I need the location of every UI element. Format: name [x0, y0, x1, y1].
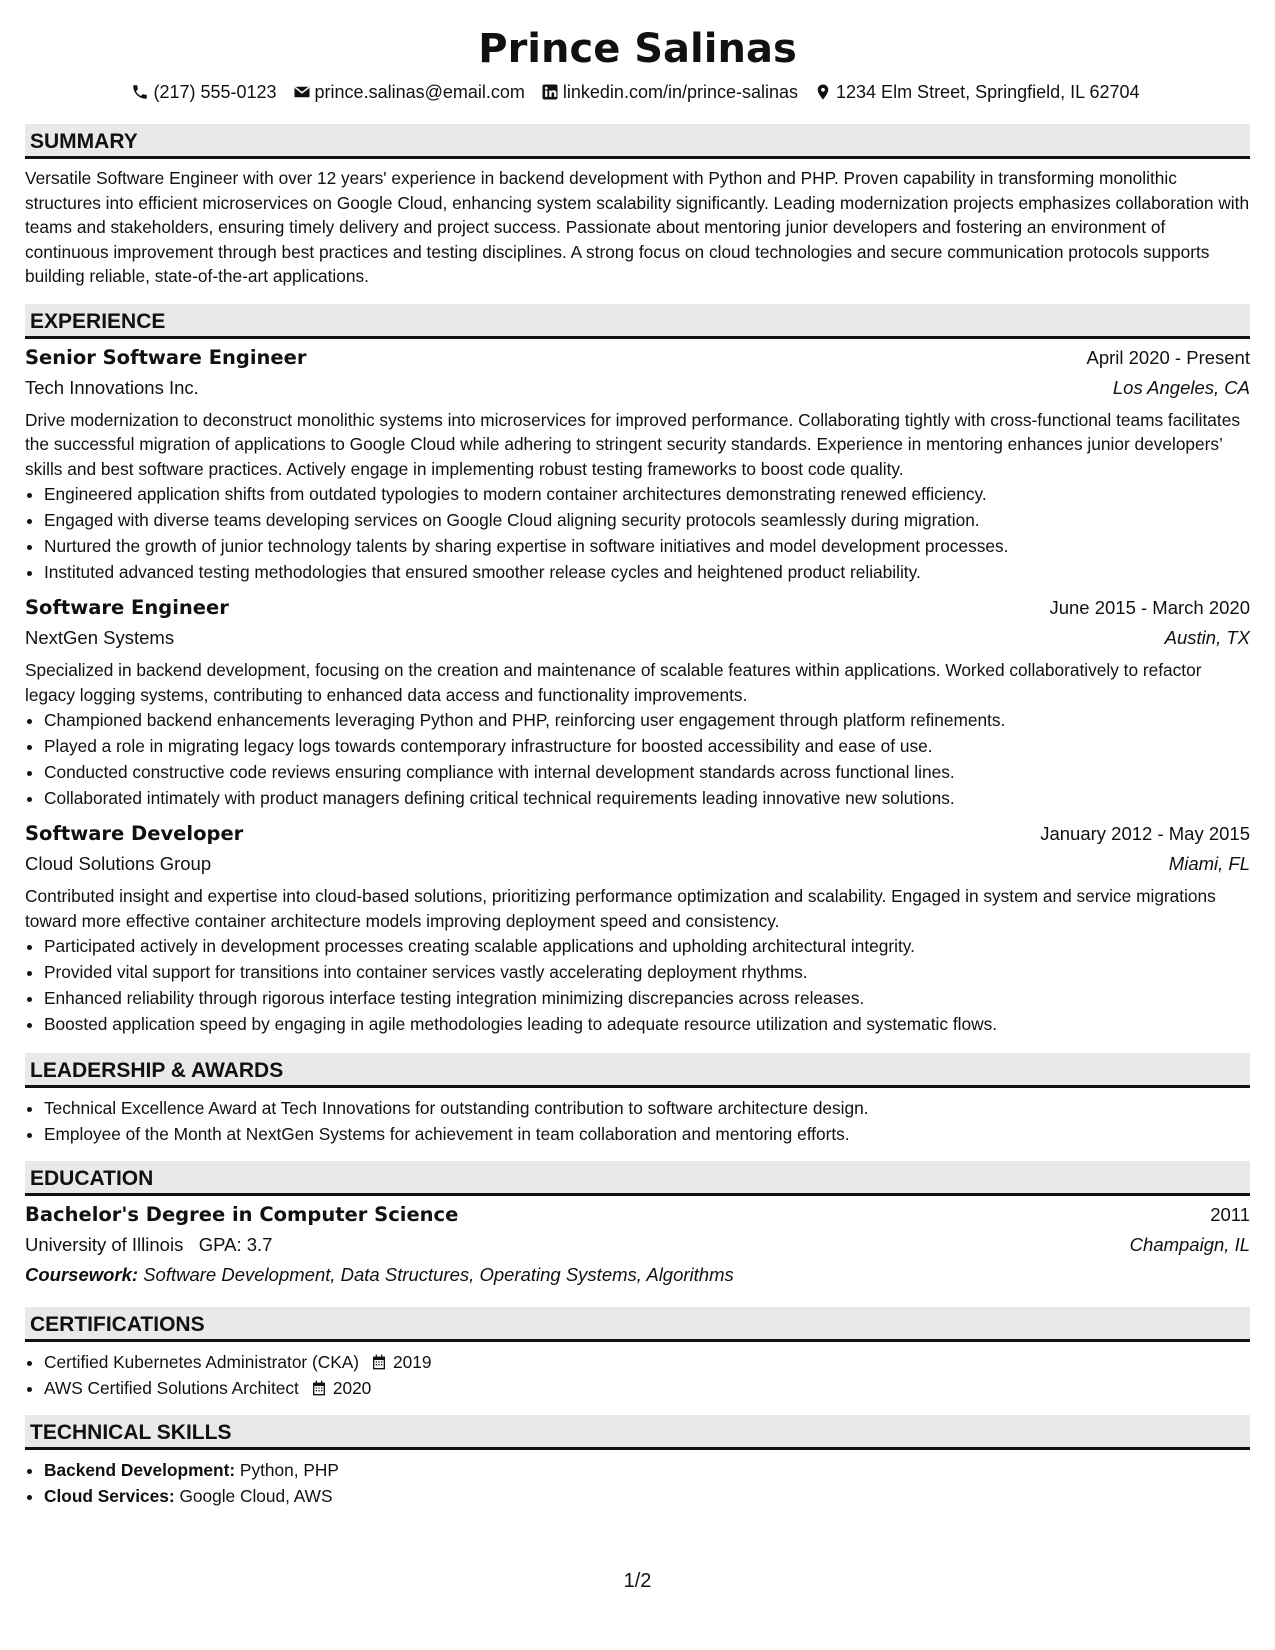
list-item: • Engaged with diverse teams developing services on Google Cloud aligning security protocols seamlessly during migration. [44, 507, 1250, 533]
contact-email[interactable]: prince.salinas@email.com [293, 80, 525, 104]
summary-heading: SUMMARY [25, 124, 1250, 159]
list-item: • Provided vital support for transitions into container services vastly accelerating deployment rhythms. [44, 959, 1250, 985]
cert-year: 2019 [393, 1352, 432, 1372]
list-item: • Championed backend enhancements leveraging Python and PHP, reinforcing user engagement through platform refinements. [44, 707, 1250, 733]
job-description: Contributed insight and expertise into cloud-based solutions, prioritizing performance optimization and scalability. Engaged in system and service migrations toward more effective container architecture models improving deployment speed and consistency. [25, 886, 1216, 931]
leadership-heading: LEADERSHIP & AWARDS [25, 1053, 1250, 1088]
list-item: • Instituted advanced testing methodologies that ensured smoother release cycles and heightened product reliability. [44, 559, 1250, 585]
contact-bar [21, 80, 1250, 104]
degree: Bachelor's Degree in Computer Science [25, 1203, 459, 1226]
list-item: • Participated actively in development processes creating scalable applications and upholding architectural integrity. [44, 933, 1250, 959]
candidate-name: Prince Salinas [478, 26, 797, 72]
certifications-heading: CERTIFICATIONS [25, 1307, 1250, 1342]
company-name: Cloud Solutions Group [25, 853, 212, 874]
list-item: • Employee of the Month at NextGen Systems for achievement in team collaboration and mentoring efforts. [44, 1121, 1250, 1147]
coursework [25, 1260, 1250, 1290]
job-entry [25, 593, 1250, 811]
skills-list [25, 1457, 1250, 1509]
school-name: University of Illinois [25, 1234, 184, 1255]
calendar-icon [311, 1380, 327, 1396]
job-bullets [25, 481, 1250, 585]
list-item [44, 1483, 1250, 1509]
job-title: Software Engineer [25, 596, 229, 619]
education-entry [25, 1200, 1250, 1290]
cert-year: 2020 [332, 1378, 372, 1398]
company-name: Tech Innovations Inc. [25, 376, 199, 398]
skill-label: Backend Development: [44, 1460, 236, 1480]
job-location: Miami, FL [1168, 853, 1250, 874]
list-item: • Nurtured the growth of junior technology talents by sharing expertise in software initiatives and model development processes. [44, 533, 1250, 559]
list-item: • Collaborated intimately with product managers defining critical technical requirements leading innovative new solutions. [44, 785, 1250, 811]
job-dates: January 2012 - May 2015 [1040, 823, 1250, 844]
job-title: Senior Software Engineer [25, 345, 307, 369]
contact-linkedin[interactable]: linkedin.com/in/prince-salinas [541, 80, 798, 104]
job-description: Drive modernization to deconstruct monolithic systems into microservices for improved performance. Collaborating tightly with cross-functional teams facilitates the successful migration of applications to Google Cloud while adhering to stringent security standards. Experience in mentoring enhances junior developers’ skills and best software practices. Actively engage in implementing robust testing frameworks to boost code quality. [25, 409, 1240, 479]
list-item: • Technical Excellence Award at Tech Innovations for outstanding contribution to software architecture design. [44, 1095, 1250, 1121]
job-bullets [25, 707, 1250, 811]
summary-text: Versatile Software Engineer with over 12 years' experience in backend development with Python and PHP. Proven capability in transforming monolithic structures into efficient microservices on Google Cloud, enhancing system scalability significantly. Leading modernization projects emphasizes collaboration with teams and stakeholders, ensuring timely delivery and project success. Passionate about mentoring junior developers and fostering an environment of continuous improvement through best practices and testing disciplines. A strong focus on cloud technologies and secure communication protocols supports building reliable, state-of-the-art applications. [25, 168, 1250, 286]
school-info [25, 1230, 272, 1260]
cert-name: • Certified Kubernetes Administrator (CKA) [44, 1352, 360, 1372]
job-entry [25, 343, 1250, 586]
gpa: GPA: 3.7 [198, 1234, 273, 1255]
list-item [44, 1349, 1250, 1375]
map-pin-icon [814, 83, 832, 101]
experience-heading: EXPERIENCE [25, 304, 1250, 339]
job-location: Austin, TX [1164, 627, 1250, 648]
school-location: Champaign, IL [1129, 1234, 1250, 1255]
linkedin-icon [541, 83, 559, 101]
envelope-icon [293, 83, 311, 101]
certifications-list [25, 1349, 1250, 1401]
job-dates: April 2020 - Present [1086, 346, 1250, 368]
list-item [44, 1457, 1250, 1483]
company-name: NextGen Systems [25, 627, 175, 648]
page-number: 1/2 [623, 1570, 652, 1592]
skill-label: Cloud Services: [44, 1486, 175, 1506]
skill-value: Python, PHP [239, 1460, 339, 1480]
list-item: • Boosted application speed by engaging in agile methodologies leading to adequate resource utilization and systematic flows. [44, 1011, 1250, 1037]
list-item: • Conducted constructive code reviews ensuring compliance with internal development standards across functional lines. [44, 759, 1250, 785]
calendar-icon [371, 1354, 387, 1370]
job-description: Specialized in backend development, focusing on the creation and maintenance of scalable features within applications. Worked collaboratively to refactor legacy logging systems, contributing to enhanced data access and functionality improvements. [25, 660, 1202, 705]
list-item: • Engineered application shifts from outdated typologies to modern container architectures demonstrating renewed efficiency. [44, 481, 1250, 507]
list-item: • Played a role in migrating legacy logs towards contemporary infrastructure for boosted accessibility and ease of use. [44, 733, 1250, 759]
education-heading: EDUCATION [25, 1161, 1250, 1196]
leadership-list [25, 1095, 1250, 1147]
coursework-label: Coursework: [25, 1264, 139, 1285]
job-dates: June 2015 - March 2020 [1049, 597, 1250, 618]
skill-value: Google Cloud, AWS [179, 1486, 333, 1506]
cert-name: • AWS Certified Solutions Architect [44, 1378, 299, 1398]
coursework-list: Software Development, Data Structures, Operating Systems, Algorithms [143, 1264, 734, 1285]
list-item [44, 1375, 1250, 1401]
contact-phone: (217) 555-0123 [131, 80, 276, 104]
skills-heading: TECHNICAL SKILLS [25, 1415, 1250, 1450]
phone-icon [131, 83, 149, 101]
graduation-year: 2011 [1210, 1204, 1250, 1225]
job-bullets [25, 933, 1250, 1037]
resume-page [25, 0, 1250, 1509]
contact-address: 1234 Elm Street, Springfield, IL 62704 [814, 80, 1140, 104]
job-entry [25, 819, 1250, 1037]
job-location: Los Angeles, CA [1112, 376, 1250, 398]
list-item: • Enhanced reliability through rigorous interface testing integration minimizing discrepancies across releases. [44, 985, 1250, 1011]
job-title: Software Developer [25, 822, 244, 845]
